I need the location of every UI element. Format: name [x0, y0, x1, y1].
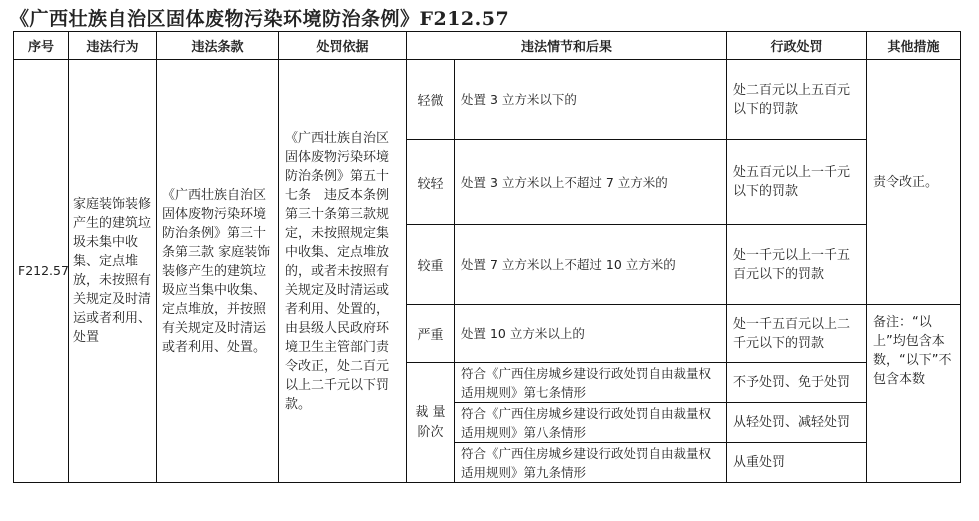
discretion-penalty: 不予处罚、免于处罚 — [727, 363, 867, 403]
item-code — [14, 60, 69, 483]
level-label: 轻微 — [407, 60, 455, 140]
discretion-detail: 符合《广西住房城乡建设行政处罚自由裁量权适用规则》第七条情形 — [455, 363, 727, 403]
discretion-label-line2: 阶次 — [417, 424, 444, 440]
penalty-text: 处二百元以上五百元以下的罚款 — [727, 60, 867, 140]
discretion-penalty: 从重处罚 — [727, 443, 867, 483]
penalty-text: 处一千五百元以上二千元以下的罚款 — [727, 305, 867, 363]
violation-behavior — [69, 60, 157, 483]
discretion-label — [407, 363, 455, 483]
discretion-detail: 符合《广西住房城乡建设行政处罚自由裁量权适用规则》第九条情形 — [455, 443, 727, 483]
level-label: 较重 — [407, 225, 455, 305]
header-basis: 处罚依据 — [279, 32, 407, 60]
level-label: 较轻 — [407, 140, 455, 225]
circumstance-detail: 处置 3 立方米以上不超过 7 立方米的 — [455, 140, 727, 225]
item-code-text: F212.57 — [18, 263, 69, 278]
level-label: 严重 — [407, 305, 455, 363]
penalty-text: 处五百元以上一千元以下的罚款 — [727, 140, 867, 225]
header-code: 序号 — [14, 32, 69, 60]
header-circumstances: 违法情节和后果 — [407, 32, 727, 60]
violation-behavior-text: 家庭装饰装修产生的建筑垃圾未集中收集、定点堆放，未按照有关规定及时清运或者利用、处置 — [73, 197, 152, 345]
other-measure-text: 责令改正。 — [873, 174, 939, 190]
other-note — [867, 305, 961, 483]
page-title: 《广西壮族自治区固体废物污染环境防治条例》F212.57 — [10, 8, 510, 30]
penalty-text: 处一千元以上一千五百元以下的罚款 — [727, 225, 867, 305]
header-other: 其他措施 — [867, 32, 961, 60]
other-measure — [867, 60, 961, 305]
discretion-penalty: 从轻处罚、减轻处罚 — [727, 403, 867, 443]
header-behavior: 违法行为 — [69, 32, 157, 60]
table-row — [14, 60, 961, 140]
violation-clause — [157, 60, 279, 483]
penalty-basis-text: 《广西壮族自治区固体废物污染环境防治条例》第五十七条 违反本条例第三十条第三款规定，未按照规定集中收集、定点堆放的，或者未按照有关规定及时清运或者利用、处置的，由县级人民政府环境卫生主管部门责令改正，处二百元以上二千元以下罚款。 — [285, 130, 390, 412]
discretion-label-line1: 裁 量 — [415, 404, 446, 420]
regulation-table — [13, 31, 961, 483]
header-penalty: 行政处罚 — [727, 32, 867, 60]
discretion-detail: 符合《广西住房城乡建设行政处罚自由裁量权适用规则》第八条情形 — [455, 403, 727, 443]
circumstance-detail: 处置 10 立方米以上的 — [455, 305, 727, 363]
other-note-text: 备注：“以上”均包含本数，“以下”不包含本数 — [873, 315, 952, 387]
header-clause: 违法条款 — [157, 32, 279, 60]
circumstance-detail: 处置 3 立方米以下的 — [455, 60, 727, 140]
penalty-basis — [279, 60, 407, 483]
circumstance-detail: 处置 7 立方米以上不超过 10 立方米的 — [455, 225, 727, 305]
header-row — [14, 32, 961, 60]
violation-clause-text: 《广西壮族自治区固体废物污染环境防治条例》第三十条第三款 家庭装饰装修产生的建筑垃圾应当集中收集、定点堆放，并按照有关规定及时清运或者利用、处置。 — [162, 187, 271, 355]
